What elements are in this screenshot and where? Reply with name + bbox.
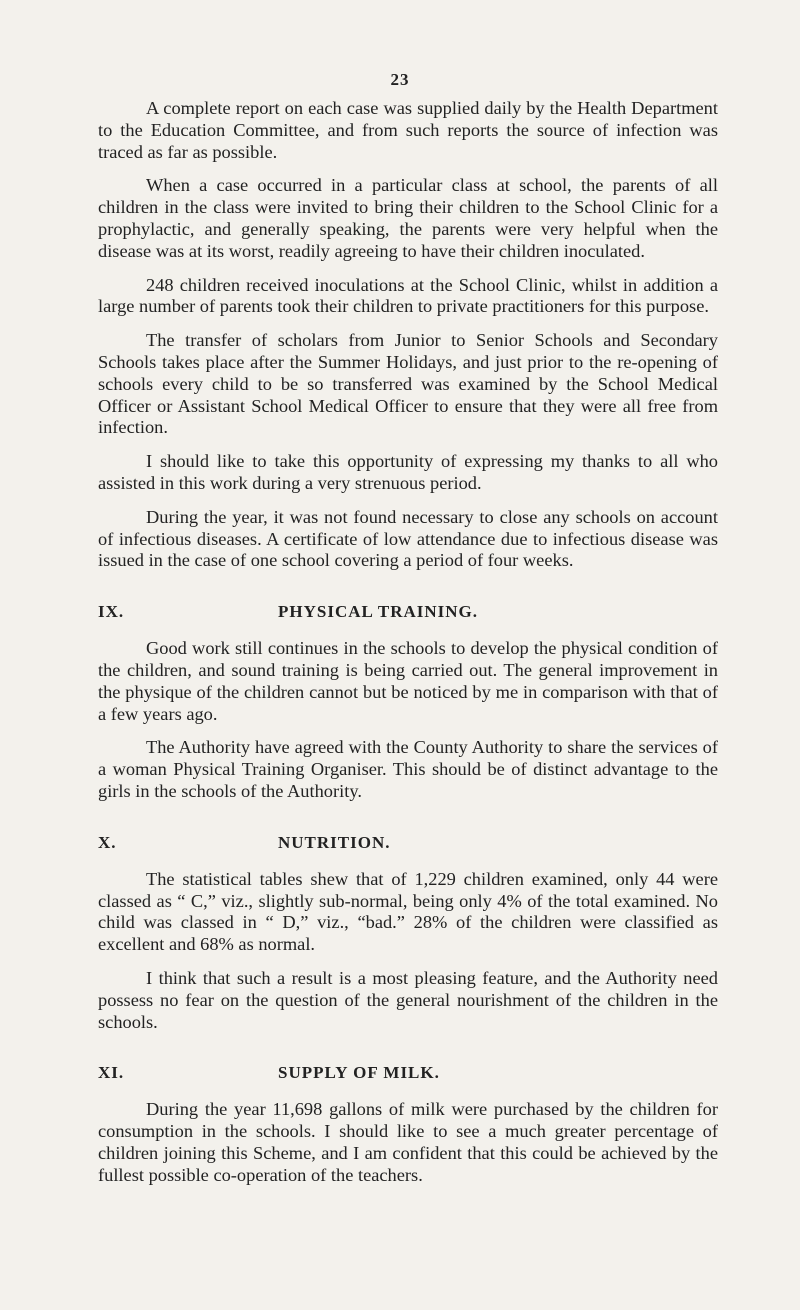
section-number: IX. <box>98 602 125 622</box>
section-heading <box>98 833 718 853</box>
paragraph: Good work still continues in the schools to develop the physical condition of the children, and sound training is being carried out. The general improvement in the physique of the children cannot but be noticed by me in comparison with that of a few years ago. <box>98 638 718 724</box>
intro-section <box>98 98 718 572</box>
section-title: PHYSICAL TRAINING. <box>278 602 479 622</box>
section-physical-training <box>98 602 718 803</box>
paragraph: 248 children received inoculations at the School Clinic, whilst in addition a large number of parents took their children to private practitioners for this purpose. <box>98 274 718 317</box>
paragraph: The statistical tables shew that of 1,229 children examined, only 44 were classed as “ C,” viz., slightly sub-normal, being only 4% of the total examined. No child was classed in “ D,” viz., “bad.” 28% of the children were classified as excellent and 68% as normal. <box>98 868 718 955</box>
paragraph: The transfer of scholars from Junior to Senior Schools and Secondary Schools takes place after the Summer Holidays, and just prior to the re-opening of schools every child to be so transferred was examined by the School Medical Officer or Assistant School Medical Officer to ensure that they were all free from infection. <box>98 330 718 438</box>
page-number: 23 <box>390 70 410 89</box>
paragraph: I should like to take this opportunity of expressing my thanks to all who assisted in this work during a very strenuous period. <box>98 451 718 493</box>
paragraph: A complete report on each case was supplied daily by the Health Department to the Education Committee, and from such reports the source of infection was traced as far as possible. <box>98 98 718 162</box>
paragraph: I think that such a result is a most pleasing feature, and the Authority need possess no fear on the question of the general nourishment of the children in the schools. <box>98 967 718 1032</box>
section-nutrition <box>98 833 718 1034</box>
section-heading <box>98 1063 718 1083</box>
paragraph: During the year, it was not found necessary to close any schools on account of infectious diseases. A certificate of low attendance due to infectious disease was issued in the case of one school covering a period of four weeks. <box>98 506 718 571</box>
paragraph: The Authority have agreed with the County Authority to share the services of a woman Physical Training Organiser. This should be of distinct advantage to the girls in the schools of the Authority. <box>98 737 718 801</box>
paragraph: During the year 11,698 gallons of milk were purchased by the children for consumption in the schools. I should like to see a much greater percentage of children joining this Scheme, and I am confident that this could be achieved by the fullest possible co-operation of the teachers. <box>98 1099 718 1185</box>
section-title: SUPPLY OF MILK. <box>278 1063 440 1083</box>
section-heading <box>98 602 718 622</box>
section-title: NUTRITION. <box>278 832 391 852</box>
section-number: X. <box>98 832 117 852</box>
section-supply-of-milk <box>98 1063 718 1186</box>
paragraph: When a case occurred in a particular class at school, the parents of all children in the class were invited to bring their children to the School Clinic for a prophylactic, and generally speaking, the parents were very helpful when the disease was at its worst, readily agreeing to have their children inoculated. <box>98 175 718 261</box>
section-number: XI. <box>98 1063 125 1083</box>
